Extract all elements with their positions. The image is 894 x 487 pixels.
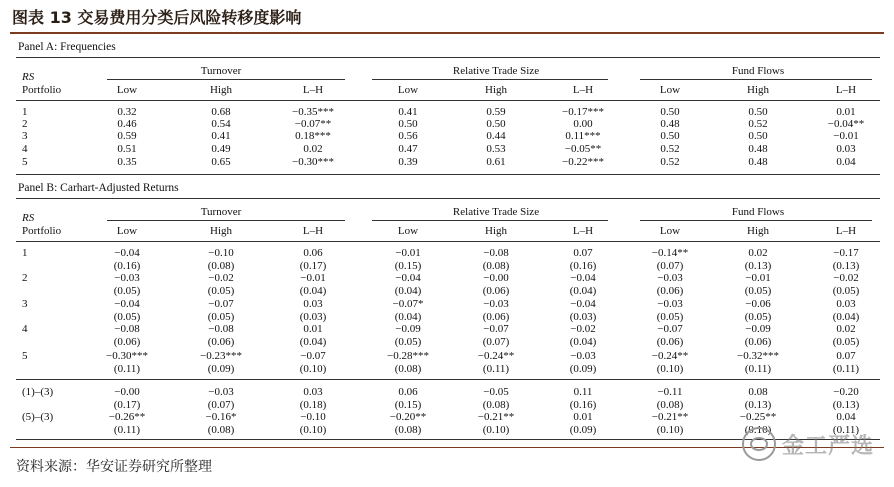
table-cell: 0.56	[398, 130, 418, 142]
column-header: Low	[116, 84, 138, 96]
group-header: Fund Flows	[731, 65, 785, 77]
table-cell: 0.11***	[565, 130, 601, 142]
table-cell: 0.18***	[295, 130, 331, 142]
group-rule	[640, 220, 872, 221]
panel-top-rule	[16, 198, 880, 199]
column-header: High	[210, 225, 232, 237]
table-cell: −0.02	[833, 272, 859, 284]
table-cell: 0.32	[117, 106, 137, 118]
table-cell: −0.07	[483, 323, 509, 335]
std-error: (0.08)	[482, 260, 510, 272]
std-error: (0.10)	[656, 363, 684, 375]
std-error: (0.06)	[482, 311, 510, 323]
std-error: (0.06)	[744, 336, 772, 348]
std-error: (0.05)	[832, 336, 860, 348]
panel-label: Panel B: Carhart-Adjusted Returns	[18, 182, 179, 194]
table-cell: −0.17***	[562, 106, 604, 118]
row-label: 2	[22, 272, 28, 284]
std-error: (0.13)	[832, 399, 860, 411]
table-cell: −0.20	[833, 386, 859, 398]
table-cell: −0.20**	[389, 411, 427, 423]
rs-label: RS	[22, 212, 35, 224]
group-header: Relative Trade Size	[452, 65, 540, 77]
std-error: (0.05)	[207, 285, 235, 297]
table-cell: −0.00	[483, 272, 509, 284]
table-cell: −0.01	[833, 130, 859, 142]
std-error: (0.05)	[744, 285, 772, 297]
table-cell: −0.30***	[106, 350, 148, 362]
table-cell: −0.23***	[200, 350, 242, 362]
std-error: (0.04)	[299, 336, 327, 348]
group-header: Fund Flows	[731, 206, 785, 218]
std-error: (0.16)	[569, 399, 597, 411]
table-cell: −0.26**	[108, 411, 146, 423]
table-cell: 0.04	[836, 411, 856, 423]
column-header: L–H	[835, 84, 857, 96]
diff-rule	[16, 379, 880, 380]
table-cell: 0.44	[486, 130, 506, 142]
group-rule	[107, 220, 345, 221]
table-cell: 0.47	[398, 143, 418, 155]
table-cell: 0.03	[836, 298, 856, 310]
std-error: (0.11)	[832, 424, 860, 436]
table-cell: −0.10	[208, 247, 234, 259]
table-cell: 0.11	[573, 386, 593, 398]
column-header: High	[210, 84, 232, 96]
table-cell: 0.61	[486, 156, 506, 168]
std-error: (0.04)	[394, 285, 422, 297]
title-rule	[10, 32, 884, 34]
row-label: 5	[22, 156, 28, 168]
row-label: 4	[22, 323, 28, 335]
table-cell: −0.04	[570, 298, 596, 310]
std-error: (0.03)	[299, 311, 327, 323]
table-cell: −0.17	[833, 247, 859, 259]
table-cell: 0.07	[836, 350, 856, 362]
std-error: (0.06)	[207, 336, 235, 348]
table-cell: −0.08	[114, 323, 140, 335]
portfolio-label: Portfolio	[22, 84, 62, 96]
table-cell: −0.24**	[651, 350, 689, 362]
std-error: (0.13)	[744, 260, 772, 272]
column-header: Low	[116, 225, 138, 237]
table-cell: −0.14**	[651, 247, 689, 259]
row-label: 4	[22, 143, 28, 155]
table-cell: −0.08	[483, 247, 509, 259]
table-cell: −0.01	[395, 247, 421, 259]
table-cell: −0.08	[208, 323, 234, 335]
group-rule	[372, 220, 608, 221]
std-error: (0.06)	[482, 285, 510, 297]
table-cell: 0.48	[748, 156, 768, 168]
std-error: (0.04)	[569, 285, 597, 297]
std-error: (0.17)	[299, 260, 327, 272]
std-error: (0.07)	[207, 399, 235, 411]
std-error: (0.05)	[113, 285, 141, 297]
table-cell: −0.07	[300, 350, 326, 362]
table-cell: 0.50	[486, 118, 506, 130]
table-cell: −0.02	[208, 272, 234, 284]
table-cell: 0.41	[398, 106, 418, 118]
table-cell: 0.01	[836, 106, 856, 118]
header-rule	[16, 100, 880, 101]
table-cell: −0.07	[208, 298, 234, 310]
table-cell: −0.35***	[292, 106, 334, 118]
table-cell: 0.00	[573, 118, 593, 130]
column-header: High	[485, 84, 507, 96]
table-cell: 0.50	[748, 130, 768, 142]
table-cell: −0.10	[300, 411, 326, 423]
table-cell: 0.51	[117, 143, 137, 155]
std-error: (0.03)	[569, 311, 597, 323]
table-cell: −0.07*	[392, 298, 424, 310]
std-error: (0.05)	[113, 311, 141, 323]
table-cell: 0.50	[660, 106, 680, 118]
table-cell: 0.59	[486, 106, 506, 118]
column-header: High	[747, 84, 769, 96]
table-cell: 0.02	[303, 143, 323, 155]
table-cell: 0.50	[660, 130, 680, 142]
std-error: (0.04)	[832, 311, 860, 323]
column-header: L–H	[835, 225, 857, 237]
table-cell: 0.02	[748, 247, 768, 259]
watermark	[742, 424, 882, 464]
table-cell: 0.07	[573, 247, 593, 259]
table-cell: −0.25**	[739, 411, 777, 423]
table-cell: −0.21**	[651, 411, 689, 423]
table-cell: 0.50	[748, 106, 768, 118]
table-cell: 0.65	[211, 156, 231, 168]
table-cell: 0.52	[748, 118, 768, 130]
std-error: (0.07)	[482, 336, 510, 348]
std-error: (0.05)	[394, 336, 422, 348]
portfolio-label: Portfolio	[22, 225, 62, 237]
diff-row-label: (5)–(3)	[22, 411, 54, 423]
std-error: (0.10)	[744, 424, 772, 436]
std-error: (0.10)	[656, 424, 684, 436]
table-cell: 0.06	[303, 247, 323, 259]
table-cell: 0.06	[398, 386, 418, 398]
table-cell: −0.01	[745, 272, 771, 284]
std-error: (0.11)	[744, 363, 772, 375]
table-cell: 0.41	[211, 130, 231, 142]
std-error: (0.10)	[299, 424, 327, 436]
std-error: (0.15)	[394, 260, 422, 272]
row-label: 1	[22, 247, 28, 259]
table-cell: −0.04	[114, 247, 140, 259]
table-cell: 0.46	[117, 118, 137, 130]
table-cell: 0.03	[836, 143, 856, 155]
table-cell: 0.39	[398, 156, 418, 168]
table-cell: 0.52	[660, 143, 680, 155]
table-cell: 0.02	[836, 323, 856, 335]
table-cell: −0.03	[570, 350, 596, 362]
group-rule	[107, 79, 345, 80]
group-header: Turnover	[200, 65, 242, 77]
table-cell: 0.52	[660, 156, 680, 168]
table-cell: 0.35	[117, 156, 137, 168]
table-cell: 0.48	[748, 143, 768, 155]
table-cell: −0.03	[208, 386, 234, 398]
row-label: 1	[22, 106, 28, 118]
std-error: (0.04)	[299, 285, 327, 297]
rs-label: RS	[22, 71, 35, 83]
table-cell: −0.04	[114, 298, 140, 310]
table-cell: −0.03	[657, 272, 683, 284]
column-header: L–H	[572, 225, 594, 237]
table-cell: 0.08	[748, 386, 768, 398]
std-error: (0.11)	[113, 424, 141, 436]
column-header: Low	[397, 225, 419, 237]
table-cell: −0.05	[483, 386, 509, 398]
group-header: Relative Trade Size	[452, 206, 540, 218]
table-cell: −0.03	[114, 272, 140, 284]
column-header: L–H	[302, 225, 324, 237]
table-cell: 0.53	[486, 143, 506, 155]
group-rule	[372, 79, 608, 80]
table-cell: 0.49	[211, 143, 231, 155]
header-rule	[16, 241, 880, 242]
column-header: Low	[659, 84, 681, 96]
std-error: (0.06)	[656, 285, 684, 297]
column-header: High	[485, 225, 507, 237]
table-cell: −0.16*	[205, 411, 237, 423]
column-header: Low	[659, 225, 681, 237]
std-error: (0.08)	[207, 424, 235, 436]
table-cell: −0.11	[657, 386, 683, 398]
panel-bottom-rule	[16, 174, 880, 175]
std-error: (0.09)	[569, 363, 597, 375]
column-header: L–H	[302, 84, 324, 96]
std-error: (0.09)	[569, 424, 597, 436]
row-label: 3	[22, 130, 28, 142]
table-cell: −0.06	[745, 298, 771, 310]
table-cell: 0.03	[303, 386, 323, 398]
table-cell: −0.02	[570, 323, 596, 335]
std-error: (0.11)	[482, 363, 510, 375]
figure-title: 图表 13 交易费用分类后风险转移度影响	[12, 8, 302, 27]
table-cell: 0.68	[211, 106, 231, 118]
row-label: 2	[22, 118, 28, 130]
table-cell: −0.01	[300, 272, 326, 284]
table-cell: −0.04	[395, 272, 421, 284]
table-cell: −0.07**	[294, 118, 332, 130]
std-error: (0.08)	[394, 363, 422, 375]
std-error: (0.11)	[113, 363, 141, 375]
table-cell: 0.59	[117, 130, 137, 142]
table-cell: −0.04	[570, 272, 596, 284]
std-error: (0.08)	[207, 260, 235, 272]
std-error: (0.17)	[113, 399, 141, 411]
table-cell: −0.21**	[477, 411, 515, 423]
std-error: (0.13)	[744, 399, 772, 411]
group-header: Turnover	[200, 206, 242, 218]
std-error: (0.06)	[656, 336, 684, 348]
source-note: 资料来源：华安证券研究所整理	[16, 459, 212, 475]
std-error: (0.09)	[207, 363, 235, 375]
column-header: High	[747, 225, 769, 237]
table-cell: −0.09	[395, 323, 421, 335]
column-header: L–H	[572, 84, 594, 96]
std-error: (0.05)	[207, 311, 235, 323]
diff-row-label: (1)–(3)	[22, 386, 54, 398]
table-cell: −0.28***	[387, 350, 429, 362]
table-cell: −0.22***	[562, 156, 604, 168]
std-error: (0.07)	[656, 260, 684, 272]
table-cell: 0.48	[660, 118, 680, 130]
std-error: (0.13)	[832, 260, 860, 272]
watermark-text: 金工严选	[782, 433, 875, 459]
std-error: (0.18)	[299, 399, 327, 411]
std-error: (0.10)	[482, 424, 510, 436]
table-cell: 0.50	[398, 118, 418, 130]
table-cell: −0.03	[483, 298, 509, 310]
std-error: (0.08)	[394, 424, 422, 436]
panel-top-rule	[16, 57, 880, 58]
table-cell: 0.01	[303, 323, 323, 335]
panel-label: Panel A: Frequencies	[18, 41, 116, 53]
group-rule	[640, 79, 872, 80]
std-error: (0.06)	[113, 336, 141, 348]
table-cell: 0.01	[573, 411, 593, 423]
std-error: (0.04)	[569, 336, 597, 348]
column-header: Low	[397, 84, 419, 96]
std-error: (0.16)	[113, 260, 141, 272]
table-cell: −0.05**	[564, 143, 602, 155]
std-error: (0.04)	[394, 311, 422, 323]
std-error: (0.05)	[832, 285, 860, 297]
table-cell: 0.04	[836, 156, 856, 168]
std-error: (0.05)	[656, 311, 684, 323]
wechat-icon	[742, 427, 776, 461]
std-error: (0.08)	[482, 399, 510, 411]
row-label: 5	[22, 350, 28, 362]
std-error: (0.15)	[394, 399, 422, 411]
std-error: (0.16)	[569, 260, 597, 272]
table-cell: −0.30***	[292, 156, 334, 168]
row-label: 3	[22, 298, 28, 310]
table-cell: 0.03	[303, 298, 323, 310]
table-cell: −0.32***	[737, 350, 779, 362]
std-error: (0.10)	[299, 363, 327, 375]
table-cell: −0.07	[657, 323, 683, 335]
table-cell: −0.00	[114, 386, 140, 398]
table-cell: −0.24**	[477, 350, 515, 362]
std-error: (0.05)	[744, 311, 772, 323]
std-error: (0.11)	[832, 363, 860, 375]
table-cell: −0.03	[657, 298, 683, 310]
std-error: (0.08)	[656, 399, 684, 411]
table-cell: −0.04**	[827, 118, 865, 130]
table-cell: −0.09	[745, 323, 771, 335]
table-cell: 0.54	[211, 118, 231, 130]
